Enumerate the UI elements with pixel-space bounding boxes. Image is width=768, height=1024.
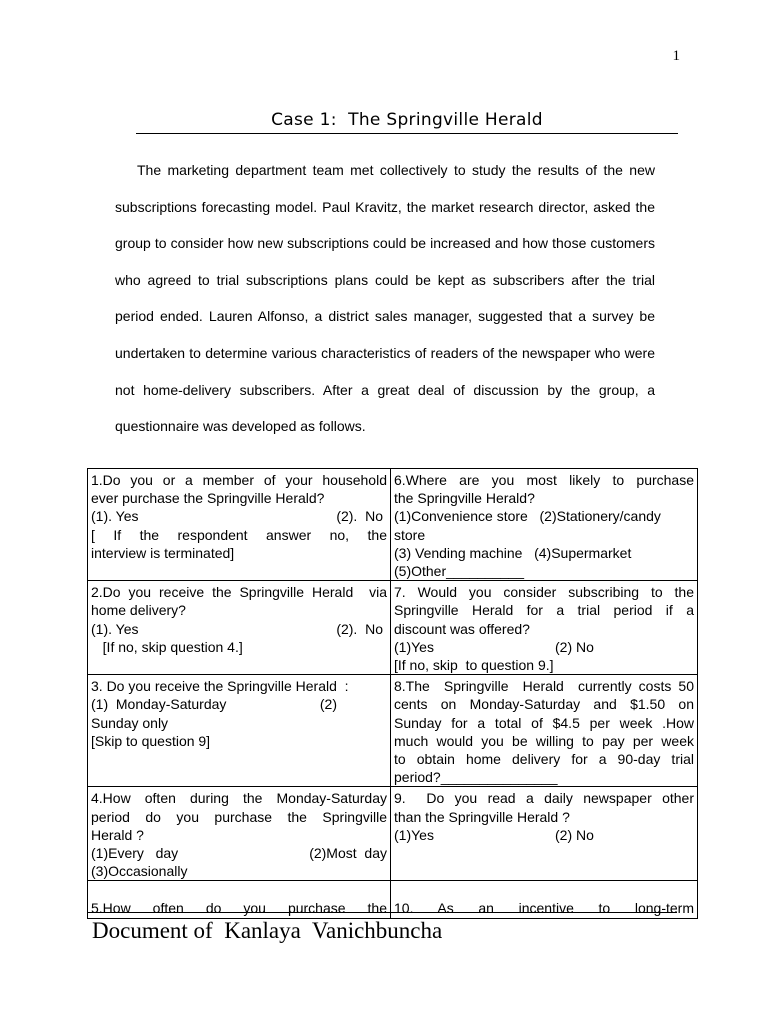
footer-text: Document of Kanlaya Vanichbuncha — [92, 918, 443, 943]
q6-options: (5)Other__________ — [394, 563, 524, 580]
q3-option-weekday: (1) Monday-Saturday — [91, 696, 227, 713]
q7-line: 7. Would you consider subscribing to the — [394, 584, 694, 601]
q2-line: 2.Do you receive the Springville Herald via — [91, 584, 387, 601]
question-9-cell — [391, 787, 698, 881]
question-3-cell — [88, 675, 391, 787]
q3-line: Sunday only — [91, 714, 169, 731]
q8-line: 8.The Springville Herald currently costs 50 — [394, 678, 694, 695]
q1-line: 1.Do you or a member of your household — [91, 472, 387, 488]
q2-option-yes: (1). Yes — [91, 620, 139, 637]
q4-option-every-day: (1)Every day — [91, 845, 179, 862]
q9-options — [394, 826, 694, 844]
q7-option-yes: (1)Yes — [394, 638, 434, 655]
q1-option-no: (2). No — [336, 508, 383, 525]
page-number: 1 — [672, 48, 680, 64]
q9-line: 9. Do you read a daily newspaper other — [394, 790, 694, 807]
question-6-cell — [391, 469, 698, 581]
q7-line: Springville Herald for a trial period if a — [394, 602, 694, 619]
q6-options: store — [394, 526, 426, 543]
questionnaire-table — [87, 468, 698, 919]
q1-options — [91, 507, 387, 525]
question-4-cell — [88, 787, 391, 881]
table-row — [88, 787, 698, 881]
q2-options — [91, 620, 387, 638]
q4-line: period do you purchase the Springville — [91, 808, 387, 825]
q1-note: [ If the respondent answer no, the — [91, 526, 387, 543]
q4-line: 4.How often during the Monday-Saturday — [91, 790, 387, 807]
table-row — [88, 675, 698, 787]
q6-options: (1)Convenience store (2)Stationery/candy — [394, 508, 661, 525]
q2-line: home delivery? — [91, 602, 186, 619]
q1-line: ever purchase the Springville Herald? — [91, 490, 325, 507]
q8-line: much would you be willing to pay per week — [394, 732, 694, 749]
q6-options: (3) Vending machine (4)Supermarket — [394, 544, 632, 561]
footer-rule — [87, 912, 677, 913]
q3-line: 3. Do you receive the Springville Herald : — [91, 678, 349, 695]
q7-options — [394, 638, 694, 656]
q5-line: 5.How often do you purchase the — [91, 900, 387, 917]
question-1-cell — [88, 469, 391, 581]
q2-option-no: (2). No — [336, 620, 383, 637]
q9-option-yes: (1)Yes — [394, 826, 434, 843]
q8-line: cents on Monday-Saturday and $1.50 on — [394, 696, 694, 713]
question-2-cell — [88, 581, 391, 675]
q7-option-no: (2) No — [555, 638, 594, 655]
q8-line: to obtain home delivery for a 90-day trial — [394, 751, 694, 768]
q10-line: 10. As an incentive to long-term — [394, 900, 694, 917]
q4-option-occasionally: (3)Occasionally — [91, 863, 188, 880]
q3-options — [91, 695, 387, 713]
q4-line: Herald ? — [91, 826, 144, 843]
q8-line: Sunday for a total of $4.5 per week .How — [394, 714, 694, 731]
q9-line: than the Springville Herald ? — [394, 808, 570, 825]
q2-note: [If no, skip question 4.] — [91, 638, 243, 655]
intro-paragraph — [115, 152, 655, 445]
question-7-cell — [391, 581, 698, 675]
q7-note: [If no, skip to question 9.] — [394, 657, 554, 674]
q7-line: discount was offered? — [394, 620, 530, 637]
q4-option-most-day: (2)Most day — [309, 845, 387, 862]
title-underline — [136, 133, 678, 134]
q4-options — [91, 844, 387, 862]
q3-option-sunday: (2) — [319, 696, 337, 713]
intro-text: The marketing department team met collectively to study the results of the new subscriptions forecasting model. Paul Kravitz, the market research director, asked the group to consider how new subscriptions could be increased and how those customers who agreed to trial subscriptions plans could be kept as subscribers after the trial period ended. Lauren Alfonso, a district sales manager, suggested that a survey be undertaken to determine various characteristics of readers of the newspaper who were not home-delivery subscribers. After a great deal of discussion by the group, a questionnaire was developed as follows. — [115, 162, 655, 435]
case-title: Case 1: The Springville Herald — [271, 110, 543, 130]
q6-line: the Springville Herald? — [394, 490, 535, 507]
table-row — [88, 469, 698, 581]
table-row — [88, 581, 698, 675]
q3-note: [Skip to question 9] — [91, 732, 211, 749]
q8-line: period?_______________ — [394, 769, 558, 786]
q6-line: 6.Where are you most likely to purchase — [394, 472, 694, 488]
q9-option-no: (2) No — [555, 826, 594, 843]
q1-option-yes: (1). Yes — [91, 508, 139, 525]
question-8-cell — [391, 675, 698, 787]
q1-note: interview is terminated] — [91, 544, 235, 561]
